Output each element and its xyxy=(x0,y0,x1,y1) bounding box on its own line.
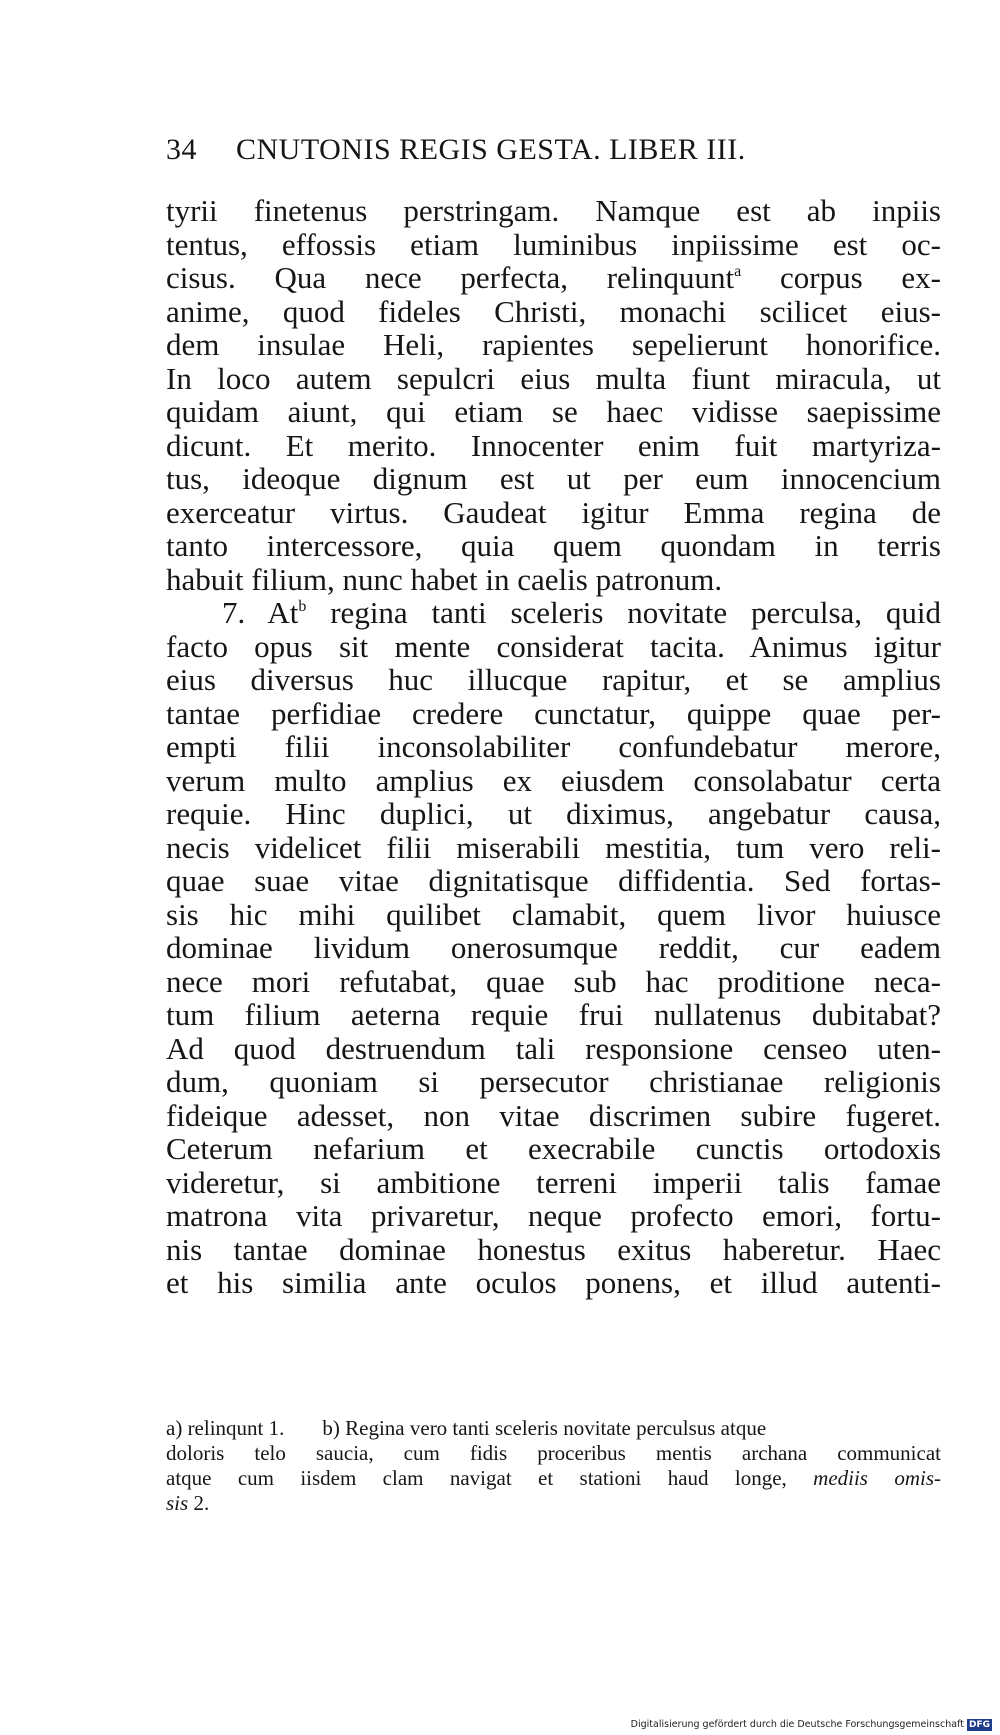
text-line: Ad quod destruendum tali responsione censeo uten- xyxy=(166,1030,941,1066)
footnote-marker-a: a xyxy=(734,263,742,280)
text-segment: 7. At xyxy=(222,595,299,630)
text-line: tum filium aeterna requie frui nullatenus dubitabat? xyxy=(166,997,941,1032)
text-line: sis hic mihi quilibet clamabit, quem livor huiusce xyxy=(166,896,941,932)
footnote-b-start: b) Regina vero tanti sceleris novitate perculsus atque xyxy=(322,1416,767,1440)
text-line: tyrii finetenus perstringam. Namque est ab inpiis xyxy=(166,193,941,228)
text-line: tantae perfidiae credere cunctatur, quippe quae per- xyxy=(166,695,941,731)
text-line: eius diversus huc illucque rapitur, et se amplius xyxy=(166,662,941,697)
text-line: anime, quod fideles Christi, monachi scilicet eius- xyxy=(166,293,941,329)
text-line: tanto intercessore, quia quem quondam in terris xyxy=(166,528,941,563)
text-line: dicunt. Et merito. Innocenter enim fuit martyriza- xyxy=(166,427,941,463)
text-line: requie. Hinc duplici, ut diximus, angebatur causa, xyxy=(166,796,941,831)
text-line: dum, quoniam si persecutor christianae religionis xyxy=(166,1064,941,1099)
text-line: Ceterum nefarium et execrabile cunctis ortodoxis xyxy=(166,1131,941,1166)
running-title: CNUTONIS REGIS GESTA. LIBER III. xyxy=(236,133,746,166)
text-line: tentus, effossis etiam luminibus inpiissime est oc- xyxy=(166,226,941,262)
text-line: verum multo amplius ex eiusdem consolabatur certa xyxy=(166,762,941,798)
footnotes xyxy=(166,1416,941,1516)
text-line: fideique adesset, non vitae discrimen subire fugeret. xyxy=(166,1097,941,1133)
text-line xyxy=(166,596,941,630)
main-text xyxy=(166,194,941,1300)
text-line: quae suae vitae dignitatisque diffidentia. Sed fortas- xyxy=(166,863,941,898)
page-number: 34 xyxy=(166,133,197,166)
footnote-a: a) relinqunt 1. xyxy=(166,1416,285,1440)
running-head xyxy=(166,130,866,170)
footnote-italic: sis xyxy=(166,1491,189,1515)
text-line: videretur, si ambitione terreni imperii talis famae xyxy=(166,1164,941,1200)
dfg-logo: DFG xyxy=(968,1720,990,1730)
text-line: et his similia ante oculos ponens, et illud autenti- xyxy=(166,1265,941,1300)
credit-text: Digitalisierung gefördert durch die Deutsche Forschungsgemeinschaft xyxy=(630,1719,964,1730)
footnote-line xyxy=(166,1466,941,1491)
footnote-line xyxy=(166,1491,941,1516)
footnote-line xyxy=(166,1416,941,1441)
footnote-text: atque cum iisdem clam navigat et stationi haud longe, xyxy=(166,1466,787,1490)
text-line xyxy=(166,261,941,295)
text-line: nece mori refutabat, quae sub hac proditione neca- xyxy=(166,963,941,999)
digitization-credit xyxy=(631,1719,992,1731)
text-line: dem insulae Heli, rapientes sepelierunt honorifice. xyxy=(166,327,941,362)
text-line: quidam aiunt, qui etiam se haec vidisse saepissime xyxy=(166,394,941,429)
text-line: tus, ideoque dignum est ut per eum innocencium xyxy=(166,461,941,496)
text-segment: regina tanti sceleris novitate perculsa, quid xyxy=(306,595,941,630)
text-line: empti filii inconsolabiliter confundebatur merore, xyxy=(166,729,941,764)
text-line: exerceatur virtus. Gaudeat igitur Emma regina de xyxy=(166,494,941,530)
footnote-marker-b: b xyxy=(298,598,307,615)
text-line: dominae lividum onerosumque reddit, cur eadem xyxy=(166,930,941,965)
text-segment: corpus ex- xyxy=(741,260,941,295)
text-segment: cisus. Qua nece perfecta, relinquunt xyxy=(166,260,735,295)
text-line: nis tantae dominae honestus exitus haberetur. Haec xyxy=(166,1231,941,1267)
text-line: necis videlicet filii miserabili mestitia, tum vero reli- xyxy=(166,829,941,865)
footnote-italic: mediis omis- xyxy=(813,1466,942,1490)
text-line: matrona vita privaretur, neque profecto emori, fortu- xyxy=(166,1198,941,1233)
footnote-line: doloris telo saucia, cum fidis proceribus mentis archana communicat xyxy=(166,1441,941,1465)
text-line: facto opus sit mente considerat tacita. Animus igitur xyxy=(166,628,941,664)
footnote-text: 2. xyxy=(188,1491,210,1515)
text-line: In loco autem sepulcri eius multa fiunt miracula, ut xyxy=(166,360,941,396)
text-line: habuit filium, nunc habet in caelis patronum. xyxy=(166,561,723,597)
